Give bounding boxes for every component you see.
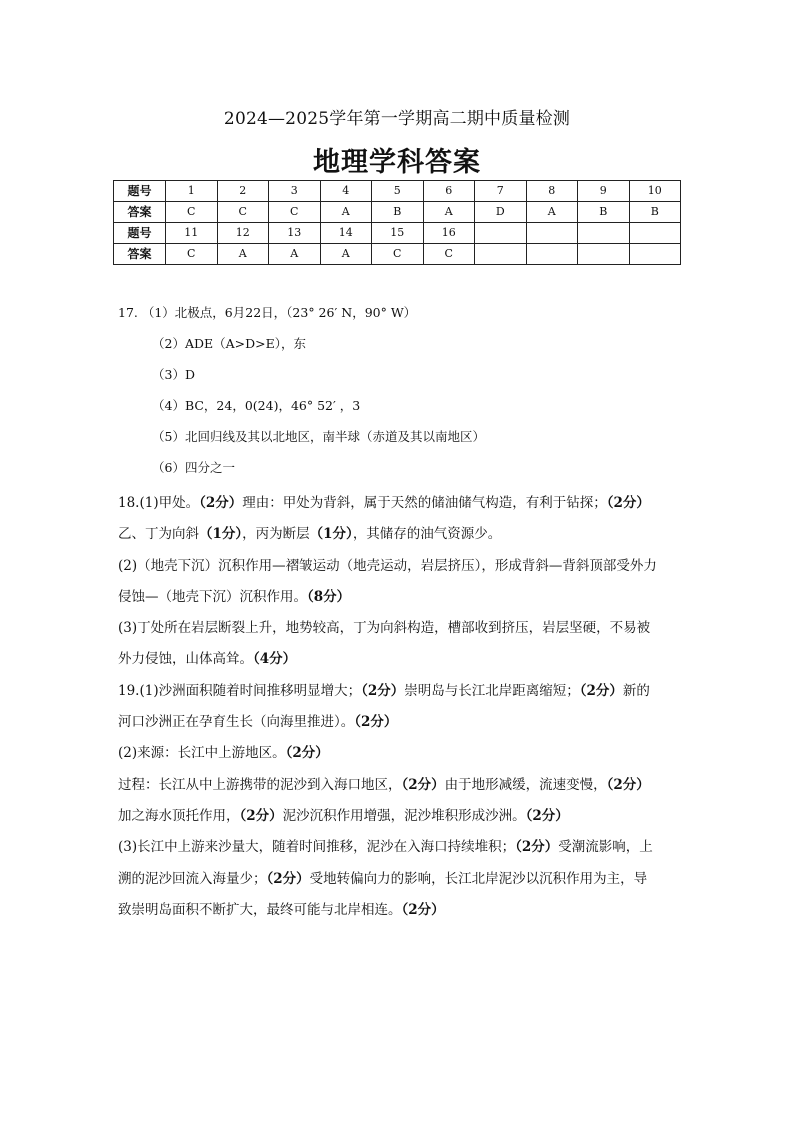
table-cell: C: [217, 202, 269, 223]
q18-line: [118, 488, 683, 519]
table-row: [114, 223, 681, 244]
table-cell: [578, 223, 630, 244]
table-cell: [526, 223, 578, 244]
table-cell: 7: [475, 181, 527, 202]
q17-line: （3）D: [152, 367, 195, 382]
text: 加之海水顶托作用，: [118, 807, 240, 824]
score: （1分）: [199, 526, 243, 543]
q18-line: [118, 582, 683, 613]
table-cell: [578, 244, 630, 265]
score: （2分）: [525, 807, 569, 824]
q19-line: [118, 676, 683, 707]
text: (3)长江中上游来沙量大，随着时间推移，泥沙在入海口持续堆积；: [118, 839, 516, 856]
table-cell: 12: [217, 223, 269, 244]
q17-line: 17. （1）北极点，6月22日，（23° 26′ N，90° W）: [118, 305, 417, 320]
table-cell: 3: [269, 181, 321, 202]
text: 由于地形减缓，流速变慢，: [444, 776, 607, 793]
table-cell: B: [578, 202, 630, 223]
score: （2分）: [606, 495, 650, 511]
answer-table: [113, 180, 681, 265]
score: （2分）: [401, 901, 445, 918]
table-cell: 2: [217, 181, 269, 202]
q19-line: [118, 864, 683, 895]
q17-line: （2）ADE（A>D>E），东: [152, 336, 306, 351]
text: 新的: [622, 682, 650, 699]
score: （2分）: [515, 839, 559, 856]
text: (2)来源：长江中上游地区。: [118, 745, 286, 762]
score: （2分）: [606, 776, 650, 793]
q18-line: (3)丁处所在岩层断裂上升，地势较高，丁为向斜构造，槽部收到挤压，岩层坚硬，不易被: [118, 620, 651, 637]
text: ，其储存的油气资源少。: [352, 526, 502, 543]
table-cell: [629, 223, 681, 244]
table-cell: 1: [166, 181, 218, 202]
q18-line: (2)（地壳下沉）沉积作用—褶皱运动（地壳运动，岩层挤压），形成背斜—背斜顶部受外力: [118, 557, 657, 574]
text: 侵蚀—（地壳下沉）沉积作用。: [118, 588, 307, 605]
text: 受潮流影响，上: [558, 839, 653, 856]
table-cell: A: [423, 202, 475, 223]
q19-line: [118, 707, 683, 738]
table-cell: A: [269, 244, 321, 265]
row-label: 题号: [114, 223, 166, 244]
table-cell: A: [217, 244, 269, 265]
q18-line: [118, 644, 683, 675]
table-cell: [629, 244, 681, 265]
score: （2分）: [401, 776, 445, 793]
row-label: 题号: [114, 181, 166, 202]
text: 外力侵蚀，山体高耸。: [118, 651, 253, 668]
table-cell: 16: [423, 223, 475, 244]
score: （2分）: [354, 714, 398, 731]
table-cell: 14: [320, 223, 372, 244]
q17-line: （5）北回归线及其以北地区，南半球（赤道及其以南地区）: [152, 429, 485, 444]
q17-line: （4）BC，24，0(24)，46° 52′ ，3: [152, 398, 361, 413]
table-cell: 8: [526, 181, 578, 202]
text: 19.(1)沙洲面积随着时间推移明显增大；: [118, 682, 362, 699]
score: （2分）: [579, 682, 623, 699]
q17-line: （6）四分之一: [152, 460, 235, 475]
table-cell: [475, 223, 527, 244]
q19-line: [118, 770, 683, 801]
q19-line: [118, 801, 683, 832]
text: 受地转偏向力的影响，长江北岸泥沙以沉积作用为主，导: [309, 870, 648, 887]
score: （2分）: [266, 870, 310, 887]
table-cell: 9: [578, 181, 630, 202]
table-cell: [526, 244, 578, 265]
question-17-answers: [118, 303, 485, 489]
exam-title: 2024—2025学年第一学期高二期中质量检测: [223, 109, 571, 129]
row-label: 答案: [114, 244, 166, 265]
text: 乙、丁为向斜: [118, 526, 199, 543]
table-cell: A: [526, 202, 578, 223]
table-cell: 4: [320, 181, 372, 202]
table-cell: C: [372, 244, 424, 265]
table-cell: 15: [372, 223, 424, 244]
text: 河口沙洲正在孕育生长（向海里推进）。: [118, 714, 355, 731]
q18-line: [118, 519, 683, 550]
text: 18.(1)甲处。: [118, 495, 200, 511]
table-cell: C: [166, 244, 218, 265]
table-cell: 5: [372, 181, 424, 202]
table-cell: D: [475, 202, 527, 223]
score: （2分）: [361, 682, 405, 699]
text: 泥沙沉积作用增强，泥沙堆积形成沙洲。: [282, 807, 526, 824]
subject-title: 地理学科答案: [313, 147, 481, 178]
text: 过程：长江从中上游携带的泥沙到入海口地区，: [118, 776, 402, 793]
text: 溯的泥沙回流入海量少；: [118, 870, 267, 887]
text: 崇明岛与长江北岸距离缩短；: [404, 682, 580, 699]
score: （8分）: [307, 588, 351, 605]
table-cell: 6: [423, 181, 475, 202]
table-row: [114, 181, 681, 202]
table-cell: 10: [629, 181, 681, 202]
score: （4分）: [253, 651, 297, 668]
score: （2分）: [285, 745, 329, 762]
table-cell: C: [423, 244, 475, 265]
q19-line: [118, 832, 683, 863]
table-cell: B: [629, 202, 681, 223]
table-cell: [475, 244, 527, 265]
table-cell: B: [372, 202, 424, 223]
score: （2分）: [239, 807, 283, 824]
score: （2分）: [199, 495, 243, 511]
questions-18-19-answers: [118, 488, 683, 926]
text: 理由：甲处为背斜，属于天然的储油储气构造，有利于钻探；: [242, 495, 607, 511]
table-cell: C: [166, 202, 218, 223]
q19-line: [118, 895, 683, 926]
row-label: 答案: [114, 202, 166, 223]
text: ，丙为断层: [242, 526, 310, 543]
table-cell: A: [320, 202, 372, 223]
table-cell: 11: [166, 223, 218, 244]
table-cell: 13: [269, 223, 321, 244]
table-cell: A: [320, 244, 372, 265]
table-row: [114, 244, 681, 265]
score: （1分）: [309, 526, 353, 543]
text: 致崇明岛面积不断扩大，最终可能与北岸相连。: [118, 901, 402, 918]
q19-line: [118, 738, 683, 769]
table-row: [114, 202, 681, 223]
table-cell: C: [269, 202, 321, 223]
